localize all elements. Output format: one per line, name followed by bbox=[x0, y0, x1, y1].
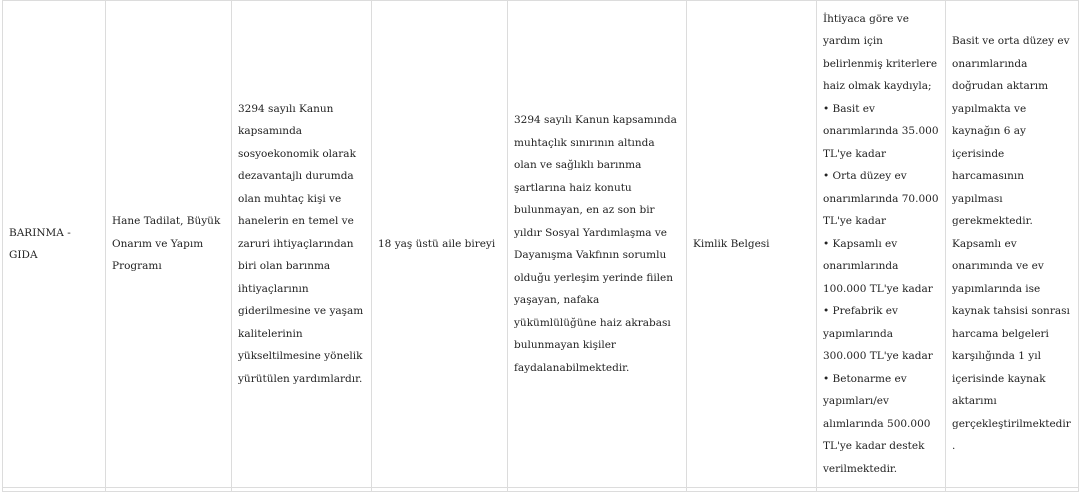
table-cell bbox=[946, 488, 1079, 492]
aid-amount-intro: İhtiyaca göre ve yardım için belirlenmiş kriterlere haiz olmak kaydıyla; bbox=[823, 12, 938, 93]
table-cell bbox=[232, 488, 372, 492]
payment-note-part-1: Basit ve orta düzey ev onarımlarında doğrudan aktarım yapılmakta ve kaynağın 6 ay içerisinde harcamasının yapılması gerekmektedir. bbox=[952, 35, 1070, 228]
aid-amount-list bbox=[823, 98, 939, 481]
list-item: • Basit ev onarımlarında 35.000 TL'ye kadar bbox=[823, 102, 939, 160]
table-cell bbox=[508, 488, 687, 492]
table-cell bbox=[817, 488, 946, 492]
table-cell bbox=[106, 488, 232, 492]
conditions-cell: 3294 sayılı Kanun kapsamında muhtaçlık sınırının altında olan ve sağlıklı barınma şartlarına haiz konutu bulunmayan, en az son bir yıldır Sosyal Yardımlaşma ve Dayanışma Vakfının sorumlu olduğu yerleşim yerinde fiilen yaşayan, nafaka yükümlülüğüne haiz akrabası bulunmayan kişiler faydalanabilmektedir. bbox=[508, 1, 687, 488]
payment-note-cell bbox=[946, 1, 1079, 488]
table-cell bbox=[687, 488, 817, 492]
table-row-partial bbox=[3, 488, 1079, 492]
list-item: • Orta düzey ev onarımlarında 70.000 TL'ye kadar bbox=[823, 170, 939, 228]
table-cell bbox=[3, 488, 106, 492]
program-name-cell: Hane Tadilat, Büyük Onarım ve Yapım Programı bbox=[106, 1, 232, 488]
list-item: • Prefabrik ev yapımlarında 300.000 TL'ye kadar bbox=[823, 305, 933, 363]
list-item: • Betonarme ev yapımları/ev alımlarında 500.000 TL'ye kadar destek verilmektedir. bbox=[823, 372, 931, 475]
eligible-person-cell: 18 yaş üstü aile bireyi bbox=[372, 1, 508, 488]
target-description-cell: 3294 sayılı Kanun kapsamında sosyoekonomik olarak dezavantajlı durumda olan muhtaç kişi ve hanelerin en temel ve zaruri ihtiyaçlarından biri olan barınma ihtiyaçlarının giderilmesine ve yaşam kalitelerinin yükseltilmesine yönelik yürütülen yardımlardır. bbox=[232, 1, 372, 488]
table-row bbox=[3, 1, 1079, 488]
payment-note-part-2: Kapsamlı ev onarımında ve ev yapımlarında ise kaynak tahsisi sonrası harcama belgeleri karşılığında 1 yıl içerisinde kaynak aktarımı gerçekleştirilmektedir. bbox=[952, 237, 1071, 453]
required-document-cell: Kimlik Belgesi bbox=[687, 1, 817, 488]
category-cell: BARINMA - GIDA bbox=[3, 1, 106, 488]
aid-amount-cell bbox=[817, 1, 946, 488]
list-item: • Kapsamlı ev onarımlarında 100.000 TL'ye kadar bbox=[823, 237, 933, 295]
aid-program-table bbox=[2, 0, 1079, 492]
table-cell bbox=[372, 488, 508, 492]
